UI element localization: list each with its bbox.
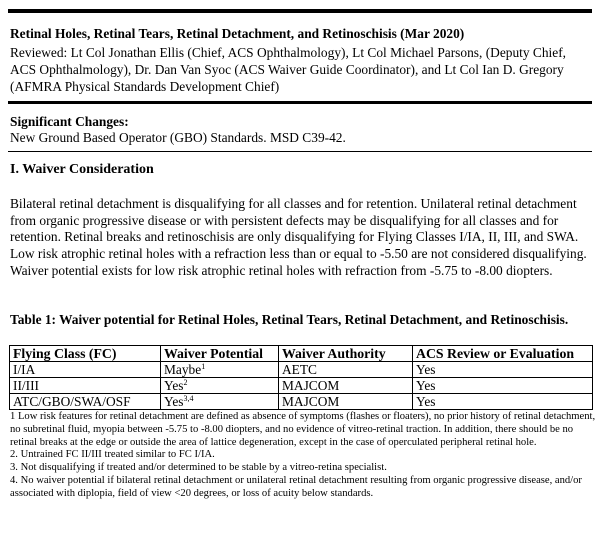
cell-acs-review: Yes (413, 394, 593, 410)
significant-changes-heading: Significant Changes: (10, 114, 129, 129)
document-title: Retinal Holes, Retinal Tears, Retinal Detachment, and Retinoschisis (Mar 2020) (10, 26, 465, 41)
cell-waiver-potential (161, 394, 279, 410)
header-flying-class: Flying Class (FC) (10, 346, 161, 362)
table-row (10, 362, 593, 378)
table-footnotes (10, 411, 600, 501)
table-title: Table 1: Waiver potential for Retinal Holes, Retinal Tears, Retinal Detachment, and Retinoschisis. (10, 312, 569, 327)
header-waiver-potential: Waiver Potential (161, 346, 279, 362)
section-heading: I. Waiver Consideration (10, 162, 154, 177)
table-row (10, 394, 593, 410)
cell-waiver-authority: MAJCOM (279, 394, 413, 410)
footnote-ref: 1 (201, 361, 206, 371)
cell-waiver-potential (161, 362, 279, 378)
potential-value: Yes (164, 377, 184, 393)
reviewers-rule (8, 101, 592, 104)
cell-waiver-authority: MAJCOM (279, 378, 413, 394)
reviewers: Reviewed: Lt Col Jonathan Ellis (Chief, ACS Ophthalmology), Lt Col Michael Parsons, (Deputy Chief, ACS Ophthalmology), Dr. Dan Van Syoc (ACS Waiver Guide Coordinator), and Lt Col Ian D. Gregory (AFMRA Physical Standards Development Chief) (10, 45, 567, 94)
top-rule (8, 9, 592, 13)
footnote-3: 3. Not disqualifying if treated and/or determined to be stable by a vitreo-retina specialist. (10, 462, 387, 474)
cell-waiver-authority: AETC (279, 362, 413, 378)
potential-value: Yes (164, 393, 184, 409)
header-waiver-authority: Waiver Authority (279, 346, 413, 362)
section-rule (8, 151, 592, 152)
header-acs-review: ACS Review or Evaluation (413, 346, 593, 362)
table-header-row (10, 346, 593, 362)
cell-acs-review: Yes (413, 378, 593, 394)
cell-flying-class: II/III (10, 378, 161, 394)
potential-value: Maybe (164, 361, 202, 377)
table-row (10, 378, 593, 394)
footnote-1: 1 Low risk features for retinal detachment are defined as absence of symptoms (flashes or floaters), no prior history of retinal detachment, no subretinal fluid, myopia between -5.75 to -8.00 diopters, and no evidence of vitreo-retinal traction. In addition, there should be no retinal breaks at the edge or outside the area of lattice degeneration, except in the case of operculated peripheral retinal hole. (10, 411, 596, 448)
cell-waiver-potential (161, 378, 279, 394)
footnote-ref: 2 (183, 377, 188, 387)
footnote-2: 2. Untrained FC II/III treated similar to FC I/IA. (10, 449, 215, 461)
footnote-ref: 3,4 (183, 393, 194, 403)
footnote-4: 4. No waiver potential if bilateral retinal detachment or unilateral retinal detachment resulting from organic progressive disease, and/or associated with diplopia, field of view <20 degrees, or loss of acuity below standards. (10, 474, 582, 499)
cell-flying-class: ATC/GBO/SWA/OSF (10, 394, 161, 410)
cell-flying-class: I/IA (10, 362, 161, 378)
significant-changes-text: New Ground Based Operator (GBO) Standards. MSD C39-42. (10, 130, 346, 145)
cell-acs-review: Yes (413, 362, 593, 378)
waiver-table (9, 345, 593, 410)
waiver-paragraph: Bilateral retinal detachment is disqualifying for all classes and for retention. Unilateral retinal detachment from organic progressive disease or with persistent defects may be disqualifying for all classes and for retention. Retinal breaks and retinoschisis are only disqualifying for Flying Classes I/IA, II, III, and SWA. Low risk atrophic retinal holes with a refraction less than or equal to -5.50 are not considered disqualifying. Waiver potential exists for low risk atrophic retinal holes with refraction from -5.75 to -8.00 diopters. (10, 196, 587, 278)
